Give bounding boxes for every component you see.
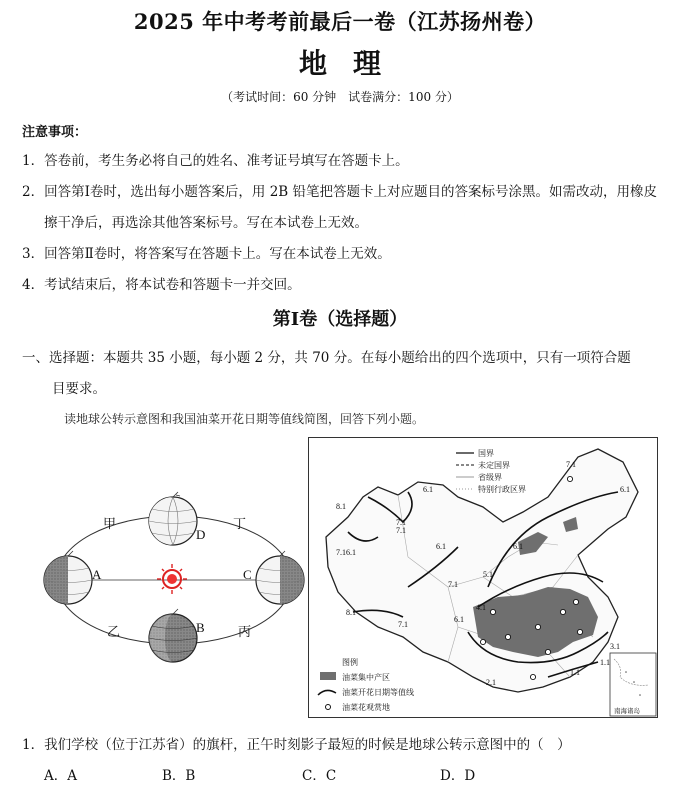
isoline-label: 4.1 xyxy=(476,603,486,612)
legend-label: 省级界 xyxy=(478,473,502,482)
isoline-label: 7.1 xyxy=(448,580,458,589)
legend-label: 国界 xyxy=(478,449,494,458)
earth-position-c xyxy=(256,551,304,604)
isoline-label: 6.1 xyxy=(620,485,630,494)
section-instruction: 一、选择题：本题共 35 小题，每小题 2 分，共 70 分。在每小题给出的四个选项中，只有一项符合题 xyxy=(22,350,631,366)
legend-label: 油菜集中产区 xyxy=(342,673,390,682)
section-title: 第Ⅰ卷（选择题） xyxy=(272,309,408,330)
earth-position-d xyxy=(149,492,197,545)
exam-title: 2025 年中考考前最后一卷（江苏扬州卷） xyxy=(133,9,547,34)
isoline-label: 3.1 xyxy=(610,642,620,651)
notice-item: 4．考试结束后，将本试卷和答题卡一并交回。 xyxy=(22,277,301,293)
legend-label: 特别行政区界 xyxy=(478,485,526,494)
isoline-label: 6.1 xyxy=(436,542,446,551)
isoline-label: 1.1 xyxy=(600,658,610,667)
segment-label-yi: 乙 xyxy=(107,624,121,639)
section-instruction-cont: 目要求。 xyxy=(52,381,106,397)
isoline-label: 8.1 xyxy=(346,608,356,617)
isoline-label: 8.1 xyxy=(336,502,346,511)
position-label-a: A xyxy=(92,567,102,582)
sun-icon xyxy=(157,564,187,594)
legend-label: 油菜花观赏地 xyxy=(342,703,390,712)
legend-label: 未定国界 xyxy=(478,461,510,470)
notice-item: 3．回答第Ⅱ卷时，将答案写在答题卡上。写在本试卷上无效。 xyxy=(22,246,391,262)
question-1-stem: 1．我们学校（位于江苏省）的旗杆，正午时刻影子最短的时候是地球公转示意图中的（ ） xyxy=(22,737,571,753)
isoline-label: 7.1 xyxy=(396,526,406,535)
isoline-label: 2.1 xyxy=(486,678,496,687)
notice-item: 1．答卷前，考生务必将自己的姓名、准考证号填写在答题卡上。 xyxy=(22,153,409,169)
inset-label: 南海诸岛 xyxy=(614,708,640,715)
exam-info: （考试时间：60 分钟 试卷满分：100 分） xyxy=(221,90,459,104)
isoline-label: 6.1 xyxy=(454,615,464,624)
earth-position-b xyxy=(149,609,197,662)
legend-label: 油菜开花日期等值线 xyxy=(342,688,414,697)
segment-label-jia: 甲 xyxy=(103,516,117,531)
option-a[interactable]: A．A xyxy=(44,768,77,784)
notice-item: 2．回答第Ⅰ卷时，选出每小题答案后，用 2B 铅笔把答题卡上对应题目的答案标号涂黑。如需改动，用橡皮 xyxy=(22,184,658,200)
isoline-label: 7.16.1 xyxy=(336,548,356,557)
isoline-label: 7.1 xyxy=(398,620,408,629)
earth-position-a xyxy=(44,551,92,604)
notice-heading: 注意事项： xyxy=(22,125,88,140)
position-label-d: D xyxy=(196,527,206,542)
legend-title: 图例 xyxy=(342,658,358,667)
notice-item-cont: 擦干净后，再选涂其他答案标号。写在本试卷上无效。 xyxy=(44,215,368,231)
south-china-sea-inset xyxy=(610,653,656,716)
segment-label-bing: 丙 xyxy=(238,624,252,639)
isoline-label: 6.1 xyxy=(513,542,523,551)
isoline-label: 7.1 xyxy=(566,460,576,469)
option-b[interactable]: B．B xyxy=(162,768,196,784)
isoline-label: 7.1 xyxy=(396,518,406,527)
segment-label-ding: 丁 xyxy=(233,516,247,531)
subject-title: 地理 xyxy=(298,47,407,80)
option-c[interactable]: C．C xyxy=(302,768,337,784)
isoline-label: 6.1 xyxy=(423,485,433,494)
position-label-b: B xyxy=(196,620,205,635)
position-label-c: C xyxy=(243,567,252,582)
isoline-label: 1.1 xyxy=(570,668,580,677)
isoline-label: 5.1 xyxy=(483,570,493,579)
figure-intro: 读地球公转示意图和我国油菜开花日期等值线简图，回答下列小题。 xyxy=(64,412,425,426)
earth-orbit-diagram xyxy=(30,488,315,688)
option-d[interactable]: D．D xyxy=(440,768,476,784)
rapeseed-bloom-map xyxy=(308,437,658,718)
